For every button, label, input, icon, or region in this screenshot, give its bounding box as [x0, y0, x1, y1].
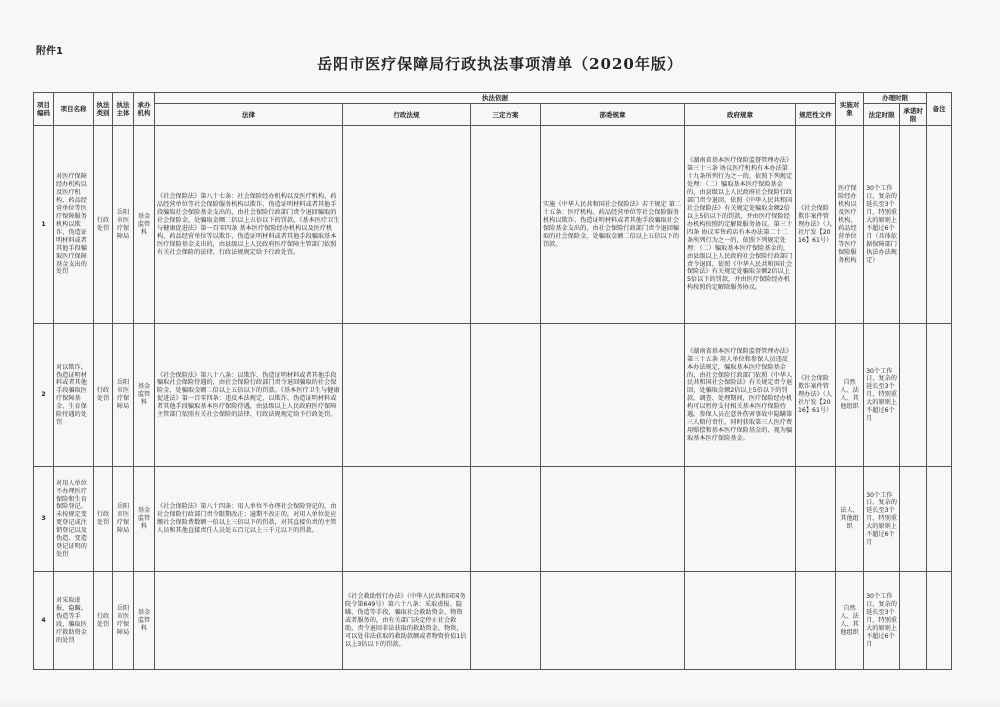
cell-item-no: 1 [34, 126, 54, 324]
cell-item-no: 3 [34, 467, 54, 572]
cell-promised-limit [900, 572, 927, 670]
cell-item-name: 对用人单位不办理医疗保险和生育保险登记、未按规定变更登记或注销登记以及伪造、变造登记证明的处罚 [54, 467, 94, 572]
header-item-no: 项目编码 [34, 93, 54, 126]
cell-legal-limit: 30个工作日，复杂的延长至3个月，特别重大的原则上不超过6个月 [864, 324, 900, 467]
header-target: 实施对象 [836, 93, 864, 126]
cell-enforce-type: 行政处罚 [94, 324, 113, 467]
table-row [34, 572, 952, 670]
cell-norm-doc [796, 467, 836, 572]
header-enforce-type: 执法类别 [94, 93, 113, 126]
enforcement-table [33, 92, 952, 670]
header-law: 法律 [155, 104, 343, 126]
cell-undertaking: 基金监管科 [134, 572, 155, 670]
cell-legal-limit: 30个工作日，复杂的延长至3个月，特别重大的原则上不超过6个月 [864, 467, 900, 572]
cell-norm-doc: 《社会保险欺诈案件管理办法》（人社厅发【2016】61号） [796, 126, 836, 324]
cell-legal-limit: 30个工作日，复杂的延长至3个月，特别重大的原则上不超过6个月（具体依据保障部门执法办法规定） [864, 126, 900, 324]
table-row [34, 324, 952, 467]
cell-remark [927, 572, 952, 670]
header-item-name: 项目名称 [54, 93, 94, 126]
cell-enforce-subject: 岳阳市医疗保障局 [113, 324, 134, 467]
cell-item-name: 对采取虚报、隐瞒、伪造等手段，骗取医疗救助资金的处罚 [54, 572, 94, 670]
cell-norm-doc: 《社会保险欺诈案件管理办法》（人社厅发【2016】61号） [796, 324, 836, 467]
header-remark: 备注 [927, 93, 952, 126]
table-row [34, 126, 952, 324]
cell-promised-limit [900, 324, 927, 467]
cell-admin-reg [343, 126, 471, 324]
cell-sanding [471, 126, 541, 324]
cell-law [155, 572, 343, 670]
header-gov-rule: 政府规章 [685, 104, 796, 126]
cell-target: 自然人、法人、其他组织 [836, 572, 864, 670]
cell-remark [927, 126, 952, 324]
cell-dept-rule [541, 467, 685, 572]
table-row [34, 467, 952, 572]
cell-sanding [471, 572, 541, 670]
cell-admin-reg [343, 467, 471, 572]
header-promised-limit: 承诺时限 [900, 104, 927, 126]
cell-item-no: 4 [34, 572, 54, 670]
header-admin-reg: 行政法规 [343, 104, 471, 126]
cell-dept-rule [541, 572, 685, 670]
cell-legal-limit: 30个工作日，复杂的延长至3个月，特别重大的原则上不超过6个月 [864, 572, 900, 670]
cell-promised-limit [900, 126, 927, 324]
cell-enforce-type: 行政处罚 [94, 126, 113, 324]
header-undertaking: 承办机构 [134, 93, 155, 126]
cell-undertaking: 基金监管科 [134, 467, 155, 572]
cell-remark [927, 467, 952, 572]
cell-gov-rule: 《湖南省基本医疗保险监督管理办法》第三十五条 用人单位和参保人员违反本办法规定，骗取基本医疗保险基金的，由社会保险行政部门依照《中华人民共和国社会保险法》有关规定责令退回，处骗取金额2倍以上5倍以下的罚款。调查、处理期间，医疗保险经办机构可以暂停支付相关基本医疗保险待遇。参保人员在意外伤害事故中隐瞒第三人赔付责任，同时获取第三人医疗费用赔偿和基本医疗保险基金的，视为骗取基本医疗保险基金。 [685, 324, 796, 467]
header-norm-doc: 规范性文件 [796, 104, 836, 126]
cell-promised-limit [900, 467, 927, 572]
cell-sanding [471, 467, 541, 572]
cell-enforce-type: 行政处罚 [94, 572, 113, 670]
cell-gov-rule [685, 572, 796, 670]
cell-item-name: 对医疗保障经办机构以及医疗机构、药品经营单位等医疗保障服务机构以欺诈、伪造证明材料或者其他手段骗取医疗保障基金支出的处罚 [54, 126, 94, 324]
cell-law: 《社会保险法》第八十八条：以欺诈、伪造证明材料或者其他手段骗取社会保险待遇的，由社会保险行政部门责令退回骗取的社会保险金，处骗取金额二倍以上五倍以下的罚款。《基本医疗卫生与健康促进法》第一百零四条：违反本法规定，以欺诈、伪造证明材料或者其他手段骗取基本医疗保险待遇，由县级以上人民政府医疗保障主管部门依照有关社会保险的法律、行政法规规定给予行政处罚。 [155, 324, 343, 467]
cell-law: 《社会保险法》第八十四条：用人单位不办理社会保险登记的，由社会保险行政部门责令限期改正；逾期不改正的，对用人单位处应缴社会保险费数额一倍以上三倍以下的罚款，对其直接负责的主管人员和其他直接责任人员处五百元以上三千元以下的罚款。 [155, 467, 343, 572]
cell-enforce-subject: 岳阳市医疗保障局 [113, 572, 134, 670]
scan-edge-shade [0, 697, 1000, 707]
cell-item-name: 对以欺诈、伪造证明材料或者其他手段骗取医疗保障基金、生育保险待遇的处罚 [54, 324, 94, 467]
cell-dept-rule: 实施《中华人民共和国社会保险法》若干规定 第二十五条：医疗机构、药品经营单位等社会保险服务机构以欺诈、伪造证明材料或者其他手段骗取社会保险基金支出的，由社会保险行政部门责令退回骗取的社会保险金，处骗取金额二倍以上五倍以下的罚款。 [541, 126, 685, 324]
header-time-limit-group: 办理时限 [864, 93, 927, 104]
cell-dept-rule [541, 324, 685, 467]
cell-target: 医疗保险经办机构以及医疗机构、药品经营单位等医疗保险服务机构 [836, 126, 864, 324]
cell-sanding [471, 324, 541, 467]
header-legal-limit: 法定时限 [864, 104, 900, 126]
header-basis-group: 执法依据 [155, 93, 836, 104]
cell-gov-rule: 《湖南省基本医疗保险监督管理办法》第三十三条 协议医疗机构有本办法第十九条所列行为之一的，依照下列规定处理：（二）骗取基本医疗保险基金的，由县级以上人民政府社会保险行政部门责令退回，依照《中华人民共和国社会保险法》有关规定处骗取金额2倍以上5倍以下的罚款，并由医疗保险经办机构按照约定解除服务协议。第三十四条 协议零售药店有本办法第二十二条所列行为之一的，依照下列规定处理：（二）骗取基本医疗保险基金的，由县级以上人民政府社会保险行政部门责令退回，依照《中华人民共和国社会保险法》有关规定处骗取金额2倍以上5倍以下的罚款，并由医疗保险经办机构按照约定解除服务协议。 [685, 126, 796, 324]
cell-target: 法人、其他组织 [836, 467, 864, 572]
cell-admin-reg: 《社会救助暂行办法》（中华人民共和国国务院令第649号）第六十八条：采取虚报、隐瞒、伪造等手段，骗取社会救助资金、物资或者服务的，由有关部门决定停止社会救助，责令退回非法获取的救助资金、物资，可以处非法获取的救助款额或者物资价值1倍以上3倍以下的罚款。 [343, 572, 471, 670]
cell-norm-doc [796, 572, 836, 670]
page-title: 岳阳市医疗保障局行政执法事项清单（2020年版） [317, 55, 683, 73]
cell-target: 自然人、法人、其他组织 [836, 324, 864, 467]
cell-item-no: 2 [34, 324, 54, 467]
cell-law: 《社会保险法》第八十七条：社会保险经办机构以及医疗机构、药品经营单位等社会保险服务机构以欺诈、伪造证明材料或者其他手段骗取社会保险基金支出的，由社会保险行政部门责令退回骗取的社会保险金，处骗取金额二倍以上五倍以下的罚款。《基本医疗卫生与健康促进法》第一百零四条 基本医疗保险经办机构以及医疗机构、药品经营单位等以欺诈、伪造证明材料或者其他手段骗取基本医疗保险基金支出的，由县级以上人民政府医疗保障主管部门依照有关社会保险的法律、行政法规规定给予行政处罚。 [155, 126, 343, 324]
attachment-label: 附件1 [36, 46, 63, 57]
cell-enforce-type: 行政处罚 [94, 467, 113, 572]
cell-admin-reg [343, 324, 471, 467]
cell-enforce-subject: 岳阳市医疗保障局 [113, 467, 134, 572]
cell-remark [927, 324, 952, 467]
cell-gov-rule [685, 467, 796, 572]
header-sanding: 三定方案 [471, 104, 541, 126]
cell-enforce-subject: 岳阳市医疗保障局 [113, 126, 134, 324]
cell-undertaking: 基金监管科 [134, 126, 155, 324]
cell-undertaking: 基金监管科 [134, 324, 155, 467]
header-dept-rule: 部委规章 [541, 104, 685, 126]
header-enforce-subject: 执法主体 [113, 93, 134, 126]
